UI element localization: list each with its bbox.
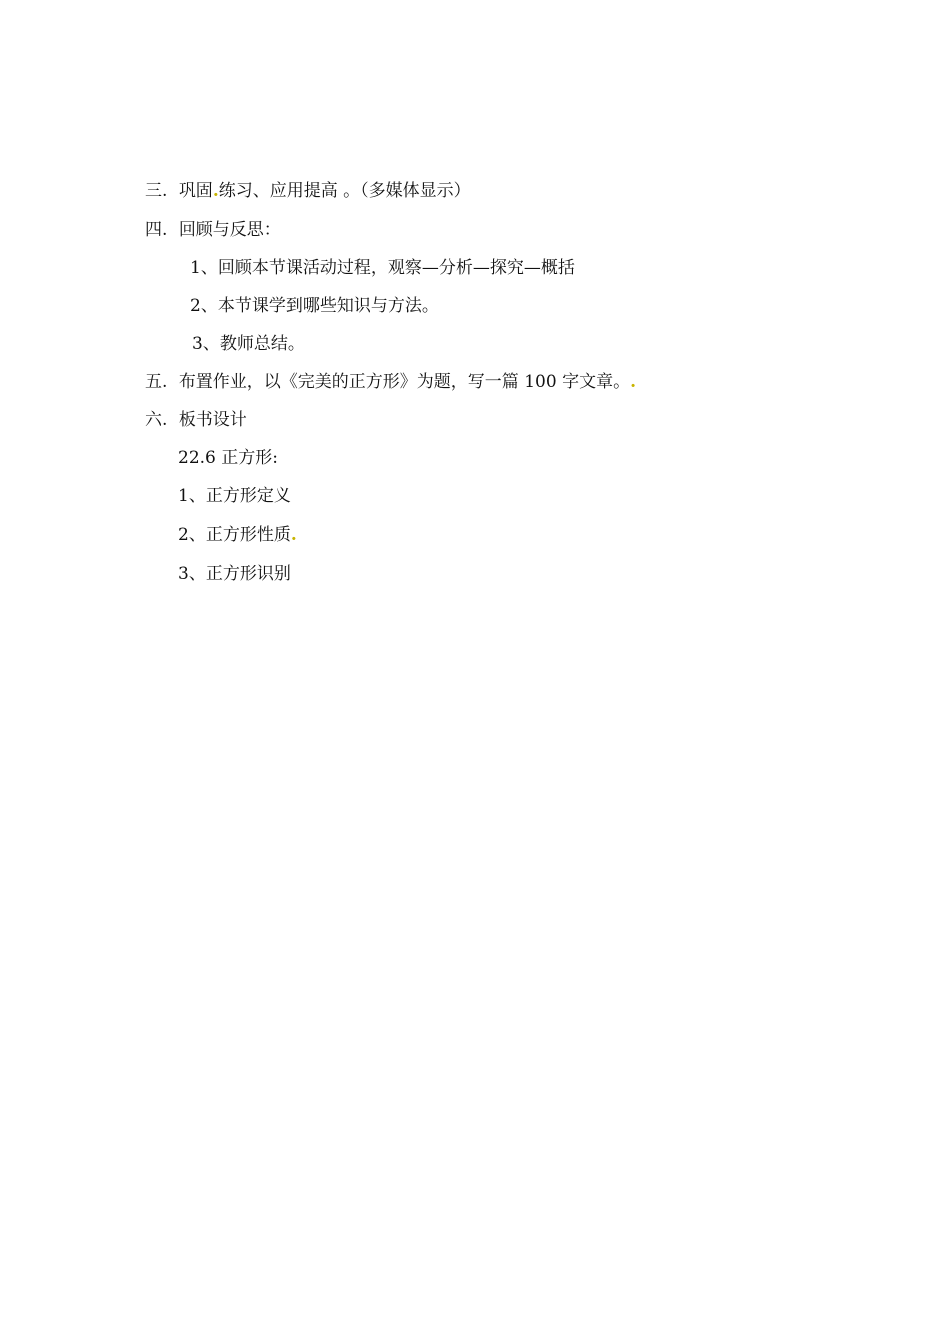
section-3-text-a: 巩固 <box>178 181 213 201</box>
section-4-text: 回顾与反思： <box>178 220 281 240</box>
section-3-mark: . <box>212 181 219 201</box>
board-item <box>178 485 291 507</box>
board-item <box>178 524 297 546</box>
section-6-text: 板书设计 <box>178 410 247 430</box>
section-4-line <box>145 219 281 241</box>
section-4-item: 1、回顾本节课活动过程，观察—分析—探究—概括 <box>190 258 575 278</box>
board-item <box>178 563 291 585</box>
board-item-text: 3、正方形识别 <box>178 564 291 584</box>
section-4-item: 2、本节课学到哪些知识与方法。 <box>190 296 439 316</box>
section-5-mark: . <box>630 372 636 392</box>
section-6-label: 六. <box>145 410 168 430</box>
section-3-line <box>145 180 471 202</box>
section-5-label: 五. <box>145 372 168 392</box>
board-item-text: 1、正方形定义 <box>178 486 291 506</box>
section-3-text-b: 练习、应用提高 。（多媒体显示） <box>218 181 471 201</box>
board-item-mark: . <box>290 525 297 545</box>
board-title: 22.6 正方形: <box>178 448 278 468</box>
section-5-text: 布置作业，以《完美的正方形》为题，写一篇 100 字文章。 <box>178 372 631 392</box>
section-3-label: 三. <box>145 181 168 201</box>
section-5-line <box>145 371 636 393</box>
board-item-text: 2、正方形性质 <box>178 525 291 545</box>
section-4-label: 四. <box>145 220 168 240</box>
section-6-line <box>145 409 247 431</box>
section-4-item: 3、教师总结。 <box>192 334 305 354</box>
